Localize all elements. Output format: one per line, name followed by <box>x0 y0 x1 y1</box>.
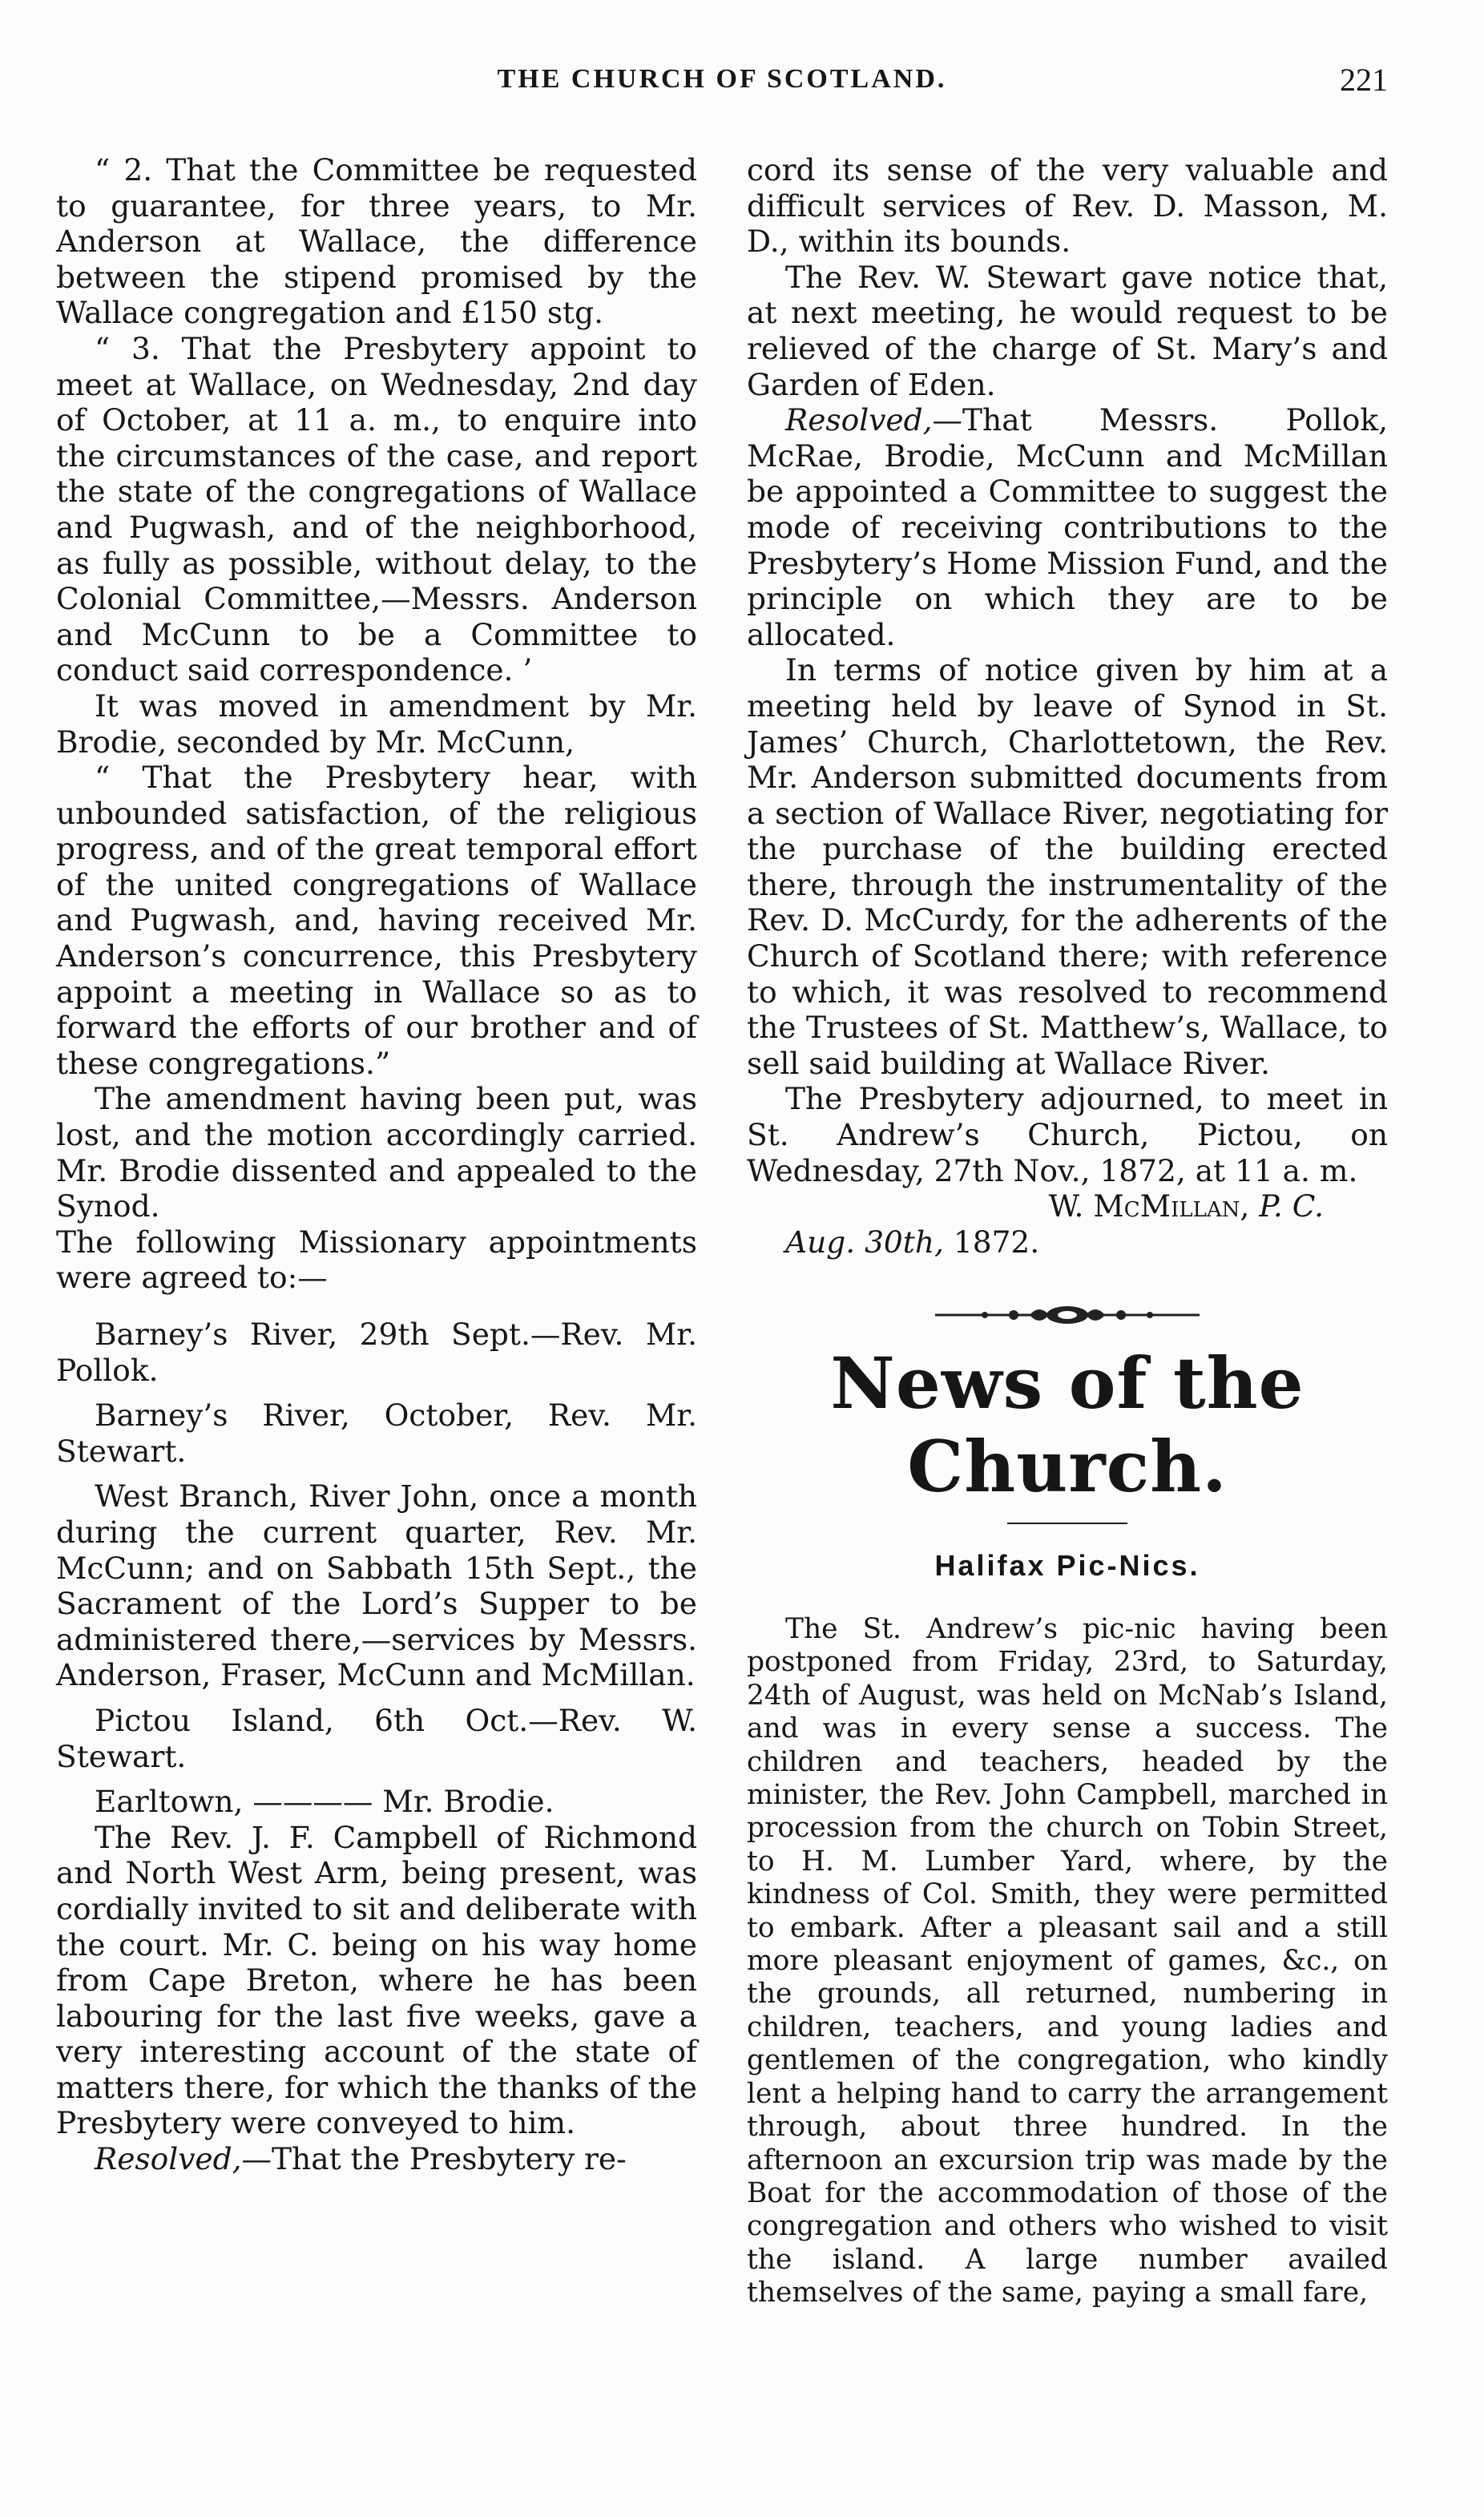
ornament-flourish-icon <box>935 1303 1200 1327</box>
paragraph: “ That the Presbytery hear, with unbounded satisfaction, of the religious progress, and of the great temporal effort of the united congregations of Wallace and Pugwash, and, having received Mr. Anderson’s concurrence, this Presbytery appoint a meeting in Wallace so as to forward the efforts of our brother and of these congregations.” <box>56 760 697 1081</box>
resolved-text: —That Messrs. Pollok, McRae, Brodie, McCunn and McMillan be appointed a Committee to suggest the mode of receiving contributions to the Presbytery’s Home Mission Fund, and the principle on which they are to be allocated. <box>747 402 1388 652</box>
left-column <box>56 152 697 2310</box>
running-head <box>56 64 1388 120</box>
article-body: The St. Andrew’s pic-nic having been postponed from Friday, 23rd, to Saturday, 24th of August, was held on McNab’s Island, and was in every sense a success. The children and teachers, headed by the minister, the Rev. John Campbell, marched in procession from the church on Tobin Street, to H. M. Lumber Yard, where, by the kindness of Col. Smith, they were permitted to embark. After a pleasant sail and a still more pleasant enjoyment of games, &c., on the grounds, all returned, numbering in children, teachers, and young ladies and gentlemen of the congregation, who kindly lent a helping hand to carry the arrangement through, about three hundred. In the afternoon an excursion trip was made by the Boat for the accommodation of those of the congregation and others who wished to visit the island. A large number availed themselves of the same, paying a small fare, <box>747 1613 1388 2309</box>
appointment-item: Earltown, ———— Mr. Brodie. <box>95 1784 554 1820</box>
dateline <box>747 1224 1388 1261</box>
ornament-rule <box>747 1303 1388 1327</box>
paragraph: The following Missionary appointments were agreed to:— <box>56 1224 697 1296</box>
appointment-item: West Branch, River John, once a month during the current quarter, Rev. Mr. McCunn; and on Sabbath 15th Sept., the Sacrament of the Lord’s Supper to be administered there,—services by Messrs. Anderson, Fraser, McCunn and McMillan. <box>56 1478 697 1693</box>
section-heading: News of the Church. <box>830 1341 1305 1509</box>
appointment-item: Barney’s River, 29th Sept.—Rev. Mr. Pollok. <box>56 1317 697 1388</box>
article-title: Halifax Pic-Nics. <box>934 1549 1200 1583</box>
paragraph: “ 3. That the Presbytery appoint to meet at Wallace, on Wednesday, 2nd day of October, at 11 a. m., to enquire into the circumstances of the case, and report the state of the congregations of Wallace and Pugwash, and of the neighborhood, as fully as possible, without delay, to the Colonial Committee,—Messrs. Anderson and McCunn to be a Committee to conduct said correspondence. ’ <box>56 330 697 688</box>
resolved-paragraph <box>56 2141 697 2177</box>
resolved-paragraph <box>747 402 1388 652</box>
continued-paragraph: cord its sense of the very valuable and difficult services of Rev. D. Masson, M. D., within its bounds. <box>747 152 1388 260</box>
signature-title: P. C. <box>1259 1188 1324 1224</box>
running-title: THE CHURCH OF SCOTLAND. <box>497 64 947 94</box>
dateline-month: Aug. 30th, <box>785 1224 944 1260</box>
right-column <box>747 152 1388 2310</box>
resolved-label: Resolved, <box>95 2141 242 2177</box>
paragraph: The Rev. W. Stewart gave notice that, at next meeting, he would request to be relieved of the charge of St. Mary’s and Garden of Eden. <box>747 259 1388 402</box>
appointment-item: Barney’s River, October, Rev. Mr. Stewart. <box>56 1398 697 1469</box>
paragraph: The Presbytery adjourned, to meet in St. Andrew’s Church, Pictou, on Wednesday, 27th Nov., 1872, at 11 a. m. <box>747 1081 1388 1188</box>
dateline-year: 1872. <box>953 1224 1040 1260</box>
paragraph: In terms of notice given by him at a meeting held by leave of Synod in St. James’ Church, Charlottetown, the Rev. Mr. Anderson submitted documents from a section of Wallace River, negotiating for the purchase of the building erected there, through the instrumentality of the Rev. D. McCurdy, for the adherents of the Church of Scotland there; with reference to which, it was resolved to recommend the Trustees of St. Matthew’s, Wallace, to sell said building at Wallace River. <box>747 652 1388 1081</box>
appointment-item: Pictou Island, 6th Oct.—Rev. W. Stewart. <box>56 1702 697 1774</box>
columns <box>56 152 1388 2310</box>
signature <box>747 1188 1388 1224</box>
resolved-text: —That the Presbytery re- <box>241 2141 627 2177</box>
paragraph: It was moved in amendment by Mr. Brodie, seconded by Mr. McCunn, <box>56 688 697 760</box>
paragraph: The amendment having been put, was lost, and the motion accordingly carried. Mr. Brodie dissented and appealed to the Synod. <box>56 1081 697 1224</box>
resolved-label: Resolved, <box>785 402 933 438</box>
divider <box>1007 1523 1127 1524</box>
signature-name: W. McMillan, <box>1048 1188 1250 1224</box>
paragraph: “ 2. That the Committee be requested to guarantee, for three years, to Mr. Anderson at Wallace, the difference between the stipend promised by the Wallace congregation and £150 stg. <box>56 152 697 331</box>
page-number: 221 <box>1340 62 1388 98</box>
paragraph: The Rev. J. F. Campbell of Richmond and North West Arm, being present, was cordially invited to sit and deliberate with the court. Mr. C. being on his way home from Cape Breton, where he has been labouring for the last five weeks, gave a very interesting account of the state of matters there, for which the thanks of the Presbytery were conveyed to him. <box>56 1819 697 2141</box>
